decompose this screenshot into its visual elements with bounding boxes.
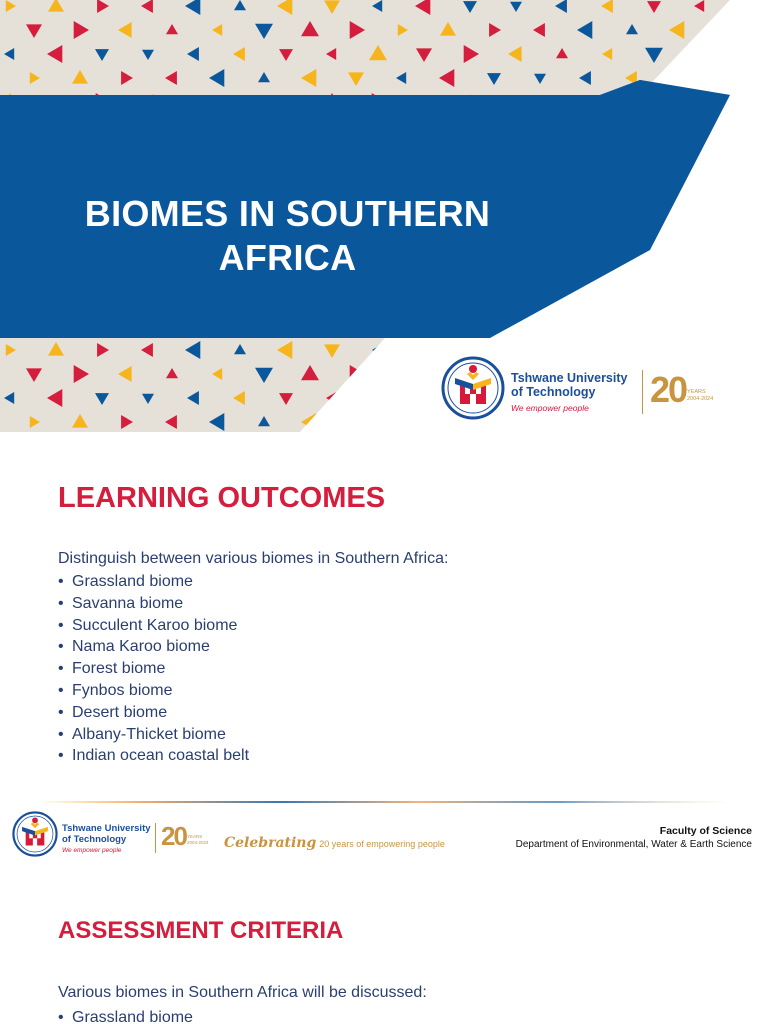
anniversary-span: 2004-2024 [687,396,714,402]
celebrating-word: Celebrating [224,835,317,851]
footer-divider [40,800,730,804]
bullet-dot: • [58,616,64,634]
tut-emblem-icon [441,356,505,420]
biome-list-item [58,702,249,724]
department-name: Department of Environmental, Water & Earth Science [515,839,752,850]
pattern-triangle [555,343,567,357]
biome-name: Desert biome [72,703,168,721]
bullet-dot: • [58,638,64,656]
pattern-triangle [601,343,613,357]
biome-name: Fynbos biome [72,681,173,699]
slide-title [40,192,535,280]
pattern-triangle [398,368,408,380]
biome-name: Nama Karoo biome [72,638,210,656]
biome-name: Succulent Karoo biome [72,616,238,634]
pattern-triangle [716,24,732,38]
celebrating-rest: 20 years of empowering people [319,839,445,849]
footer-logo-separator [155,823,156,853]
biome-name: Grassland biome [72,1009,193,1024]
footer-logo-name-line-1: Tshwane University [62,823,151,834]
biome-name: Indian ocean coastal belt [72,747,250,765]
anniversary-word: YEARS [687,389,706,395]
biome-name: Grassland biome [72,573,193,590]
faculty-info [516,825,752,850]
pattern-triangle [737,341,755,356]
assessment-criteria-slide [0,864,768,1024]
biome-list-item [58,680,249,702]
pattern-triangle [416,392,432,406]
biome-list-item [58,658,249,680]
biome-name: Forest biome [72,660,166,678]
pattern-triangle [396,416,406,428]
pattern-triangle [740,45,755,63]
footer-anniversary-span: 2004-2024 [187,840,209,845]
tut-emblem-icon [12,811,58,857]
learning-outcomes-heading: LEARNING OUTCOMES [58,482,386,514]
slide-title-line-2: AFRICA [218,237,357,278]
bullet-dot: • [58,660,64,678]
pattern-triangle [415,341,430,359]
anniversary-number: 20 [650,369,687,410]
bullet-dot: • [58,747,64,765]
faculty-name: Faculty of Science [659,825,752,837]
logo-tagline: We empower people [511,403,589,413]
celebrating-slogan [224,835,445,851]
logo-separator [642,370,643,414]
biome-list-item [58,724,249,746]
biome-list-item [58,745,249,767]
pattern-triangle [718,72,728,84]
biome-list [58,571,249,767]
footer-anniversary-number: 20 [161,821,186,851]
slide-title-line-1: BIOMES IN SOUTHERN [84,193,491,234]
pattern-triangle [671,73,685,85]
bullet-dot: • [58,573,64,590]
assessment-biome-list [58,1007,193,1024]
pattern-triangle [369,389,387,404]
university-logo [441,356,731,422]
pattern-triangle [737,0,755,12]
bullet-dot: • [58,703,64,721]
pattern-triangle [740,389,755,407]
biome-list-item [58,615,249,637]
pattern-triangle [348,416,364,430]
biome-name: Savanna biome [72,594,184,612]
biome-list-item [58,593,249,615]
title-slide [0,0,768,432]
bullet-dot: • [58,594,64,612]
biome-list-item [58,636,249,658]
pattern-band-top [0,0,730,95]
bullet-dot: • [58,725,64,743]
learning-outcomes-intro: Distinguish between various biomes in Southern Africa: [58,550,449,567]
footer-logo-tagline: We empower people [62,847,122,854]
biome-list-item [58,1007,193,1024]
footer-logo-name-line-2: of Technology [62,834,127,845]
learning-outcomes-slide [0,432,768,864]
pattern-triangle [694,344,704,356]
biome-name: Albany-Thicket biome [72,725,226,743]
assessment-criteria-heading: ASSESSMENT CRITERIA [58,917,344,944]
assessment-criteria-intro: Various biomes in Southern Africa will be discussed: [58,984,427,1001]
logo-name-line-1: Tshwane University [511,371,628,385]
pattern-triangle [738,96,754,110]
bullet-dot: • [58,681,64,699]
pattern-triangle [510,346,522,356]
biome-list-item [58,571,249,593]
footer-anniversary-word: YEARS [187,834,203,839]
bullet-dot: • [58,1009,64,1024]
pattern-triangle [691,45,709,60]
logo-name-line-2: of Technology [511,385,596,399]
